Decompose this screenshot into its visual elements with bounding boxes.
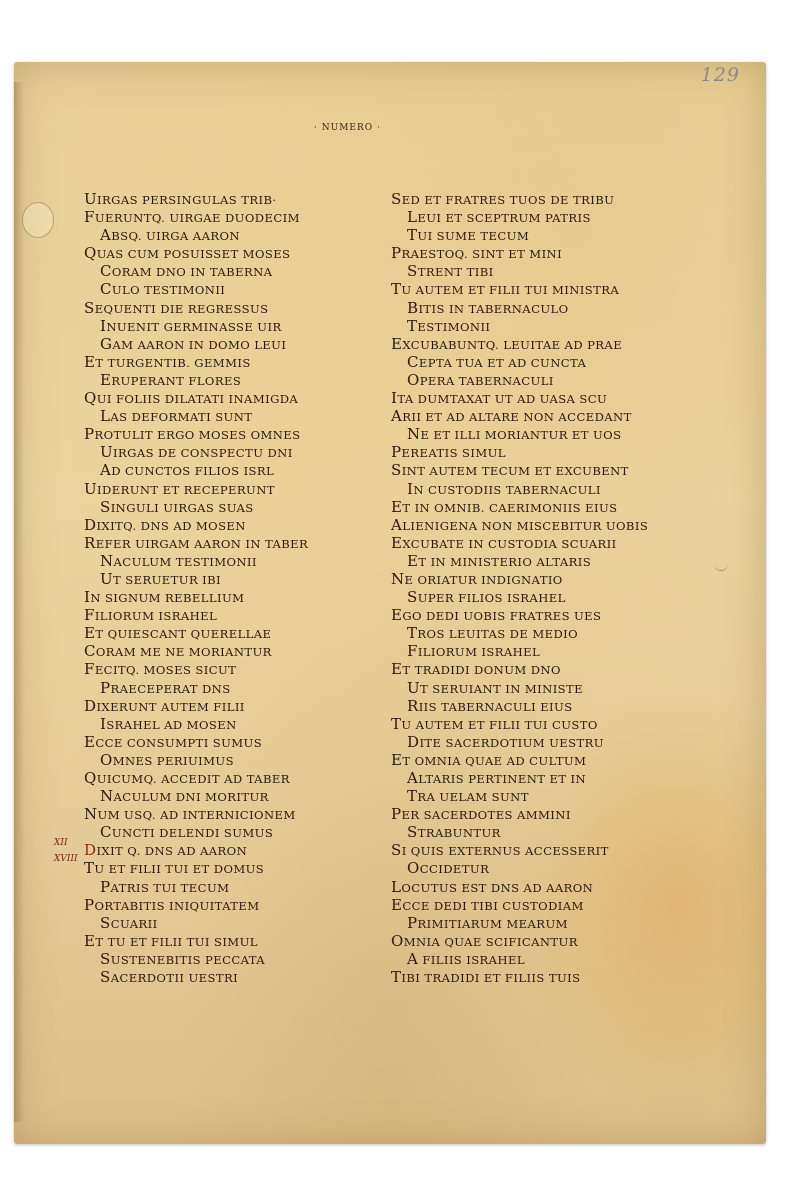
initial-letter: T xyxy=(407,787,418,806)
left-column-line xyxy=(84,425,384,443)
line-text: RIMITIARUM MEARUM xyxy=(417,916,568,931)
left-column-line xyxy=(84,896,384,914)
line-text: UPER FILIOS ISRAHEL xyxy=(417,591,566,606)
line-text: ITE SACERDOTIUM UESTRU xyxy=(419,735,604,750)
line-text: ORTABITIS INIQUITATEM xyxy=(94,898,260,913)
line-text: ITIS IN TABERNACULO xyxy=(418,301,569,316)
right-column-line xyxy=(391,407,741,425)
left-column-line xyxy=(84,552,384,570)
right-column-line xyxy=(391,823,741,841)
line-text: LIENIGENA NON MISCEBITUR UOBIS xyxy=(402,518,649,533)
initial-letter: U xyxy=(84,190,98,208)
left-column-line xyxy=(84,262,384,280)
initial-letter: L xyxy=(391,877,402,896)
left-column-line xyxy=(84,841,384,859)
initial-letter: E xyxy=(391,895,403,914)
initial-letter: C xyxy=(84,642,96,661)
initial-letter: E xyxy=(84,931,96,950)
initial-letter: U xyxy=(100,569,114,588)
line-text: U ET FILII TUI ET DOMUS xyxy=(94,862,265,877)
right-column-line xyxy=(391,226,741,244)
line-text: TRENT TIBI xyxy=(417,265,494,280)
initial-letter: S xyxy=(100,968,111,987)
left-column-line xyxy=(84,642,384,660)
line-text: ROS LEUITAS DE MEDIO xyxy=(417,627,579,642)
right-column-line xyxy=(391,679,741,697)
left-column-line xyxy=(84,715,384,733)
initial-letter: R xyxy=(407,696,419,715)
initial-letter: N xyxy=(100,551,114,570)
line-text: ECITQ. MOSES SICUT xyxy=(94,663,237,678)
right-column-line xyxy=(391,516,741,534)
left-column-line xyxy=(84,299,384,317)
left-column-line xyxy=(84,932,384,950)
margin-note: XII xyxy=(54,838,68,848)
left-column-line xyxy=(84,226,384,244)
right-column-line xyxy=(391,787,741,805)
left-column-line xyxy=(84,498,384,516)
line-text: EREATIS SIMUL xyxy=(401,446,506,461)
left-column-line xyxy=(84,190,384,208)
left-column-line xyxy=(84,697,384,715)
left-column-line xyxy=(84,751,384,769)
folio-number: 129 xyxy=(700,64,740,86)
initial-letter: A xyxy=(391,407,403,426)
initial-letter: A xyxy=(407,769,419,787)
line-text: FILIIS ISRAHEL xyxy=(418,952,525,967)
initial-letter: E xyxy=(407,551,419,570)
line-text: IXIT Q. DNS AD AARON xyxy=(96,844,248,859)
right-column-line xyxy=(391,859,741,877)
left-column-line xyxy=(84,317,384,335)
line-text: IXITQ. DNS AD MOSEN xyxy=(96,518,246,533)
line-text: RA UELAM SUNT xyxy=(417,790,529,805)
initial-letter: P xyxy=(391,244,402,263)
line-text: UI FOLIIS DILATATI INAMIGDA xyxy=(96,392,299,407)
right-column-line xyxy=(391,480,741,498)
binding-edge xyxy=(14,82,24,1122)
line-text: ULO TESTIMONII xyxy=(111,283,226,298)
left-column-line xyxy=(84,787,384,805)
initial-letter: T xyxy=(391,280,402,299)
initial-letter: F xyxy=(84,606,95,625)
line-text: T IN MINISTERIO ALTARIS xyxy=(418,554,592,569)
initial-letter: T xyxy=(407,624,418,643)
line-text: ILIORUM ISRAHEL xyxy=(94,609,218,624)
margin-note: XVIII xyxy=(54,854,78,864)
left-column-line xyxy=(84,588,384,606)
line-text: IXERUNT AUTEM FILII xyxy=(96,699,245,714)
left-column-line xyxy=(84,968,384,986)
line-text: N CUSTODIIS TABERNACULI xyxy=(413,482,601,497)
left-column-line xyxy=(84,244,384,262)
right-column-line xyxy=(391,443,741,461)
left-column-line xyxy=(84,280,384,298)
left-column-line xyxy=(84,606,384,624)
initial-letter: I xyxy=(407,479,414,498)
line-text: ED ET FRATRES TUOS DE TRIBU xyxy=(401,193,615,207)
left-column-line xyxy=(84,389,384,407)
right-column-line xyxy=(391,371,741,389)
line-text: CCIDETUR xyxy=(419,862,490,877)
initial-letter: A xyxy=(100,226,112,245)
initial-letter: T xyxy=(391,968,402,987)
initial-letter: U xyxy=(100,443,114,462)
right-column-line xyxy=(391,769,741,787)
initial-letter: S xyxy=(100,497,111,516)
line-text: T SERUIANT IN MINISTE xyxy=(420,681,584,696)
initial-letter: E xyxy=(100,370,112,389)
initial-letter: Q xyxy=(84,769,97,787)
right-column-line xyxy=(391,733,741,751)
line-text: ORAM DNO IN TABERNA xyxy=(111,265,273,280)
initial-letter: P xyxy=(407,913,418,932)
line-text: UERUNTQ. UIRGAE DUODECIM xyxy=(94,211,300,226)
line-text: TRABUNTUR xyxy=(417,826,501,841)
initial-letter: T xyxy=(391,714,402,733)
left-column-line xyxy=(84,624,384,642)
initial-letter: O xyxy=(407,370,420,389)
right-column-line xyxy=(391,299,741,317)
left-column-line xyxy=(84,407,384,425)
line-text: RAECEPERAT DNS xyxy=(110,681,231,696)
left-column-line xyxy=(84,859,384,877)
initial-letter: P xyxy=(391,443,402,462)
left-column-line xyxy=(84,878,384,896)
initial-letter: N xyxy=(100,787,114,806)
line-text: ORAM ME NE MORIANTUR xyxy=(95,645,272,660)
initial-letter: I xyxy=(84,588,91,607)
line-text: MNES PERIUIMUS xyxy=(112,753,234,768)
line-text: ACERDOTII UESTRI xyxy=(110,971,239,986)
line-text: IDERUNT ET RECEPERUNT xyxy=(97,482,275,497)
left-column-line xyxy=(84,805,384,823)
right-column-line xyxy=(391,317,741,335)
initial-letter: D xyxy=(84,696,97,715)
right-column-line xyxy=(391,715,741,733)
initial-letter: C xyxy=(407,352,419,371)
line-text: SRAHEL AD MOSEN xyxy=(106,717,237,732)
left-column-line xyxy=(84,208,384,226)
initial-letter: S xyxy=(407,823,418,842)
line-text: UI SUME TECUM xyxy=(417,229,530,244)
initial-letter: Q xyxy=(84,244,97,263)
left-column-line xyxy=(84,823,384,841)
initial-letter: S xyxy=(407,262,418,281)
right-column-line xyxy=(391,461,741,479)
left-column-line xyxy=(84,679,384,697)
line-text: ILIORUM ISRAHEL xyxy=(417,645,541,660)
right-column-line xyxy=(391,244,741,262)
right-column-line xyxy=(391,660,741,678)
line-text: EQUENTI DIE REGRESSUS xyxy=(94,301,269,316)
right-column-line xyxy=(391,498,741,516)
initial-letter: B xyxy=(407,298,419,317)
initial-letter: D xyxy=(84,841,97,860)
left-column-line xyxy=(84,733,384,751)
initial-letter: E xyxy=(84,352,96,371)
line-text: AM AARON IN DOMO LEUI xyxy=(112,337,287,352)
line-text: UAS CUM POSUISSET MOSES xyxy=(96,247,291,262)
left-column-line xyxy=(84,516,384,534)
right-column-line xyxy=(391,805,741,823)
initial-letter: T xyxy=(407,316,418,335)
line-text: IRGAS PERSINGULAS TRIB· xyxy=(97,193,277,207)
line-text: ATRIS TUI TECUM xyxy=(110,880,230,895)
running-head-text: NUMERO xyxy=(321,123,374,133)
initial-letter: A xyxy=(407,949,419,968)
line-text: E ET ILLI MORIANTUR ET UOS xyxy=(420,428,622,443)
initial-letter: E xyxy=(391,497,403,516)
line-text: T TU ET FILII TUI SIMUL xyxy=(95,934,258,949)
initial-letter: T xyxy=(84,859,95,878)
initial-letter: P xyxy=(84,895,95,914)
initial-letter: E xyxy=(391,606,403,625)
left-column-line xyxy=(84,353,384,371)
initial-letter: P xyxy=(84,425,95,444)
initial-letter: P xyxy=(100,877,111,896)
line-text: PERA TABERNACULI xyxy=(419,373,554,388)
initial-letter: E xyxy=(391,533,403,552)
line-text: T IN OMNIB. CAERIMONIIS EIUS xyxy=(402,500,618,515)
right-text-column xyxy=(391,190,741,986)
right-column-line xyxy=(391,208,741,226)
initial-letter: N xyxy=(391,569,405,588)
line-text: OCUTUS EST DNS AD AARON xyxy=(401,880,594,895)
right-column-line xyxy=(391,950,741,968)
initial-letter: Q xyxy=(84,389,97,408)
right-column-line xyxy=(391,570,741,588)
initial-letter: G xyxy=(100,334,113,353)
initial-letter: U xyxy=(407,678,421,697)
initial-letter: S xyxy=(84,298,95,317)
line-text: MNIA QUAE SCIFICANTUR xyxy=(403,934,578,949)
line-text: EFER UIRGAM AARON IN TABER xyxy=(95,536,309,551)
line-text: IRGAS DE CONSPECTU DNI xyxy=(113,446,293,461)
right-column-line xyxy=(391,190,741,208)
initial-letter: C xyxy=(100,823,112,842)
line-text: RAESTOQ. SINT ET MINI xyxy=(401,247,563,262)
left-column-line xyxy=(84,950,384,968)
right-column-line xyxy=(391,552,741,570)
line-text: D CUNCTOS FILIOS ISRL xyxy=(111,464,275,479)
left-column-line xyxy=(84,570,384,588)
line-text: RII ET AD ALTARE NON ACCEDANT xyxy=(402,410,632,425)
right-column-line xyxy=(391,280,741,298)
right-column-line xyxy=(391,588,741,606)
line-text: BSQ. UIRGA AARON xyxy=(111,229,240,244)
right-column-line xyxy=(391,697,741,715)
initial-letter: I xyxy=(100,714,107,733)
initial-letter: F xyxy=(84,208,95,227)
line-text: EUI ET SCEPTRUM PATRIS xyxy=(417,211,591,226)
left-column-line xyxy=(84,443,384,461)
initial-letter: P xyxy=(391,805,402,824)
initial-letter: O xyxy=(100,750,113,769)
line-text: N SIGNUM REBELLIUM xyxy=(90,591,245,606)
initial-letter: R xyxy=(84,533,96,552)
right-column-line xyxy=(391,968,741,986)
initial-letter: E xyxy=(84,732,96,751)
line-text: XCUBATE IN CUSTODIA SCUARII xyxy=(402,536,617,551)
initial-letter: T xyxy=(407,226,418,245)
initial-letter: S xyxy=(391,841,402,860)
right-column-line xyxy=(391,896,741,914)
line-text: LTARIS PERTINENT ET IN xyxy=(418,772,587,786)
line-text: T QUIESCANT QUERELLAE xyxy=(95,627,272,642)
manuscript-leaf xyxy=(14,62,766,1144)
line-text: NUENIT GERMINASSE UIR xyxy=(106,319,282,334)
line-text: EPTA TUA ET AD CUNCTA xyxy=(418,355,587,370)
left-column-line xyxy=(84,371,384,389)
line-text: ROTULIT ERGO MOSES OMNES xyxy=(94,428,301,443)
line-text: U AUTEM ET FILII TUI CUSTO xyxy=(401,717,598,732)
line-text: ER SACERDOTES AMMINI xyxy=(401,808,571,823)
initial-letter: D xyxy=(84,515,97,534)
right-column-line xyxy=(391,914,741,932)
initial-letter: C xyxy=(100,262,112,281)
line-text: INT AUTEM TECUM ET EXCUBENT xyxy=(401,464,629,479)
line-text: T TRADIDI DONUM DNO xyxy=(402,663,561,678)
line-text: CUARII xyxy=(110,916,158,931)
initial-letter: S xyxy=(391,190,402,208)
right-column-line xyxy=(391,606,741,624)
right-column-line xyxy=(391,642,741,660)
line-text: ACULUM TESTIMONII xyxy=(113,554,257,569)
initial-letter: S xyxy=(391,461,402,480)
line-text: USTENEBITIS PECCATA xyxy=(110,952,266,967)
running-head: · NUMERO · xyxy=(314,123,381,133)
initial-letter: C xyxy=(100,280,112,299)
initial-letter: I xyxy=(391,389,398,408)
left-column-line xyxy=(84,914,384,932)
initial-letter: E xyxy=(391,660,403,679)
right-column-line xyxy=(391,262,741,280)
initial-letter: N xyxy=(407,425,421,444)
line-text: INGULI UIRGAS SUAS xyxy=(110,500,254,515)
left-column-line xyxy=(84,769,384,787)
left-text-column xyxy=(84,190,384,986)
initial-letter: S xyxy=(100,949,111,968)
line-text: UM USQ. AD INTERNICIONEM xyxy=(97,808,296,823)
line-text: IIS TABERNACULI EIUS xyxy=(418,699,573,714)
right-column-line xyxy=(391,534,741,552)
left-column-line xyxy=(84,335,384,353)
initial-letter: S xyxy=(100,913,111,932)
right-column-line xyxy=(391,353,741,371)
line-text: U AUTEM ET FILII TUI MINISTRA xyxy=(401,283,620,298)
left-column-line xyxy=(84,461,384,479)
left-column-line xyxy=(84,534,384,552)
right-column-line xyxy=(391,932,741,950)
initial-letter: O xyxy=(407,859,420,878)
initial-letter: U xyxy=(84,479,98,498)
initial-letter: O xyxy=(391,931,404,950)
initial-letter: P xyxy=(100,678,111,697)
line-text: CCE DEDI TIBI CUSTODIAM xyxy=(402,898,584,913)
line-text: GO DEDI UOBIS FRATRES UES xyxy=(402,609,602,624)
right-column-line xyxy=(391,751,741,769)
initial-letter: E xyxy=(391,750,403,769)
initial-letter: A xyxy=(391,515,403,534)
line-text: ESTIMONII xyxy=(417,319,491,334)
right-column-line xyxy=(391,335,741,353)
line-text: RUPERANT FLORES xyxy=(111,373,242,388)
initial-letter: F xyxy=(407,642,418,661)
right-column-line xyxy=(391,389,741,407)
line-text: CCE CONSUMPTI SUMUS xyxy=(95,735,263,750)
left-column-line xyxy=(84,480,384,498)
line-text: T SERUETUR IBI xyxy=(113,572,222,587)
initial-letter: D xyxy=(407,732,420,751)
line-text: TA DUMTAXAT UT AD UASA SCU xyxy=(397,392,608,407)
line-text: T TURGENTIB. GEMMIS xyxy=(95,355,251,370)
line-text: E ORIATUR INDIGNATIO xyxy=(404,572,563,587)
initial-letter: E xyxy=(391,334,403,353)
line-text: AS DEFORMATI SUNT xyxy=(110,410,253,425)
initial-letter: I xyxy=(100,316,107,335)
right-column-line xyxy=(391,841,741,859)
initial-letter: F xyxy=(84,660,95,679)
initial-letter: E xyxy=(84,624,96,643)
line-text: T OMNIA QUAE AD CULTUM xyxy=(402,753,587,768)
line-text: UICUMQ. ACCEDIT AD TABER xyxy=(96,772,290,786)
line-text: IBI TRADIDI ET FILIIS TUIS xyxy=(401,971,581,986)
initial-letter: S xyxy=(407,588,418,607)
line-text: UNCTI DELENDI SUMUS xyxy=(111,826,274,841)
initial-letter: L xyxy=(407,208,418,227)
right-column-line xyxy=(391,425,741,443)
parchment-hole xyxy=(22,202,54,238)
right-column-line xyxy=(391,878,741,896)
initial-letter: N xyxy=(84,805,98,824)
line-text: ACULUM DNI MORITUR xyxy=(113,790,269,805)
initial-letter: L xyxy=(100,407,111,426)
line-text: I QUIS EXTERNUS ACCESSERIT xyxy=(401,844,609,859)
left-column-line xyxy=(84,660,384,678)
initial-letter: A xyxy=(100,461,112,480)
right-column-line xyxy=(391,624,741,642)
line-text: XCUBABUNTQ. LEUITAE AD PRAE xyxy=(402,337,623,352)
